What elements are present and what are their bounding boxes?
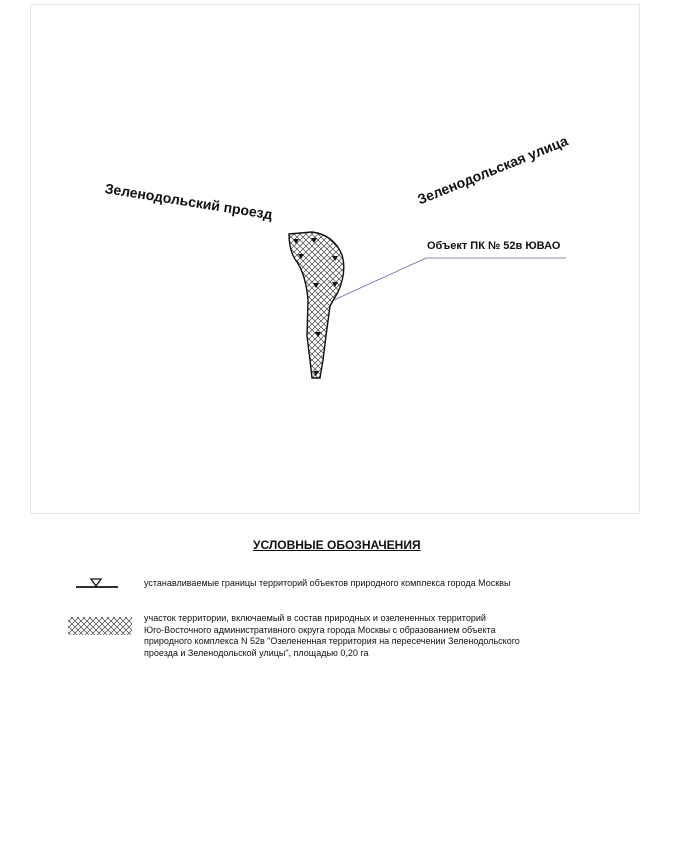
boundary-triangle-icon (76, 579, 118, 587)
legend-line: Юго-Восточного административного округа города Москвы с образованием объекта (144, 624, 496, 635)
street-label-ulica: Зеленодольская улица (415, 132, 571, 208)
crosshatch-icon (68, 617, 132, 635)
legend-title: УСЛОВНЫЕ ОБОЗНАЧЕНИЯ (253, 538, 421, 552)
legend-line: природного комплекса N 52в "Озелененная территория на пересечении Зеленодольского (144, 636, 520, 646)
legend-line: проезда и Зеленодольской улицы", площадью 0,20 га (144, 647, 369, 658)
legend-line: устанавливаемые границы территорий объектов природного комплекса города Москвы (144, 578, 511, 588)
legend-item-text (144, 613, 604, 659)
callout-leader (334, 258, 566, 300)
street-label-proezd: Зеленодольский проезд (103, 180, 274, 223)
legend-item-text (144, 578, 604, 590)
object-area (289, 232, 344, 378)
legend-line: участок территории, включаемый в состав природных и озелененных территорий (144, 613, 486, 623)
object-callout-label: Объект ПК № 52в ЮВАО (427, 240, 561, 252)
